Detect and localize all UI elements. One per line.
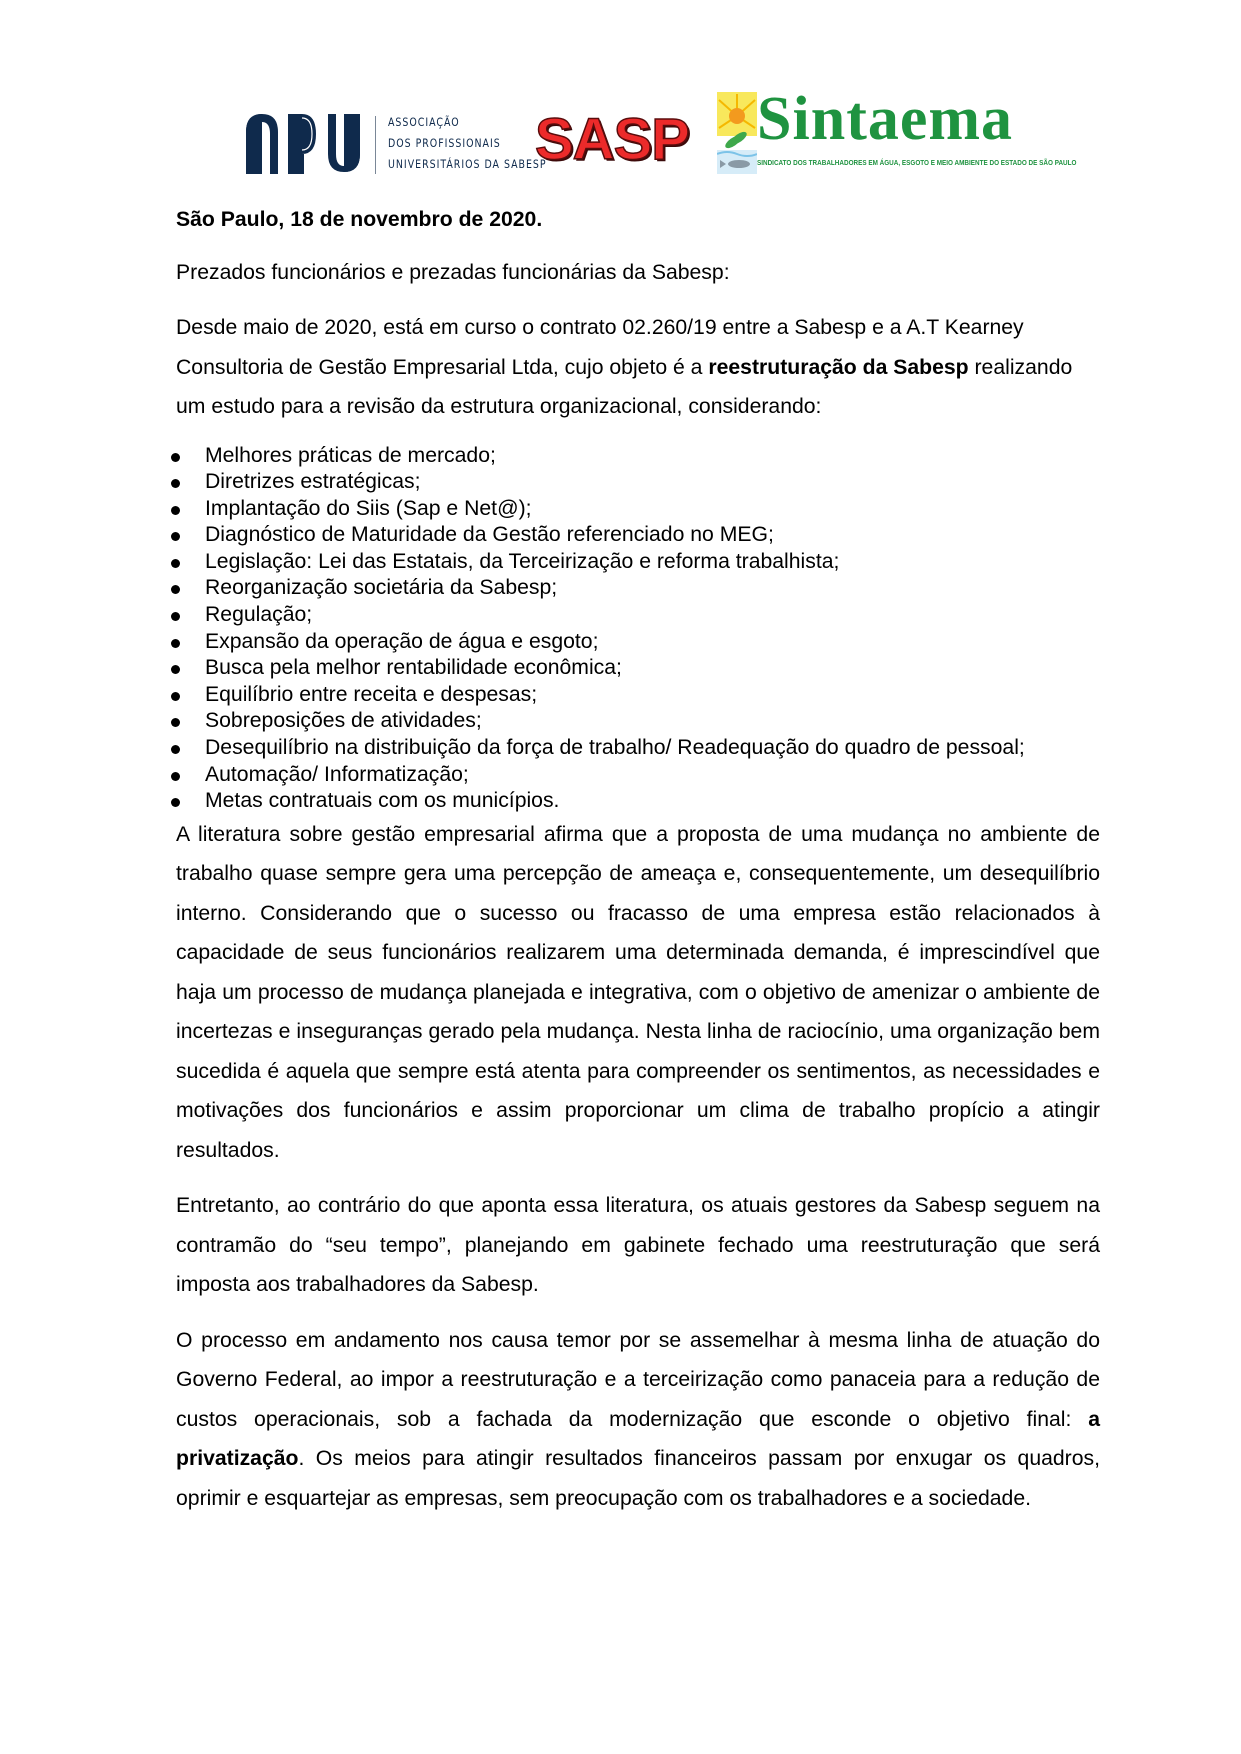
apu-line-2: DOS PROFISSIONAIS <box>388 136 501 150</box>
list-item <box>176 575 1100 602</box>
list-item-text: Desequilíbrio na distribuição da força de trabalho/ Readequação do quadro de pessoal; <box>205 736 1025 760</box>
list-item <box>176 788 1100 815</box>
bullet-icon <box>171 559 180 568</box>
considerations-list <box>176 443 1100 815</box>
literature-paragraph: A literatura sobre gestão empresarial afirma que a proposta de uma mudança no ambiente de trabalho quase sempre gera uma percepção de ameaça e, consequentemente, um desequilíbrio interno. Considerando que o sucesso ou fracasso de uma empresa estão relacionados à capacidade de seus funcionários realizarem uma determinada demanda, é imprescindível que haja um processo de mudança planejada e integrativa, com o objetivo de amenizar o ambiente de incertezas e inseguranças gerado pela mudança. Nesta linha de raciocínio, uma organização bem sucedida é aquela que sempre está atenta para compreender os sentimentos, as necessidades e motivações dos funcionários e assim proporcionar um clima de trabalho propício a atingir resultados. <box>176 822 1100 1162</box>
bullet-icon <box>171 453 180 462</box>
list-item-text: Reorganização societária da Sabesp; <box>205 576 558 600</box>
apu-monogram-icon <box>244 112 368 174</box>
bullet-icon <box>171 772 180 781</box>
list-item <box>176 549 1100 576</box>
bullet-icon <box>171 745 180 754</box>
letter-date: São Paulo, 18 de novembro de 2020. <box>176 208 543 231</box>
intro-bold-text: reestruturação da Sabesp <box>708 355 969 379</box>
list-item <box>176 629 1100 656</box>
bullet-icon <box>171 665 180 674</box>
bullet-icon <box>171 479 180 488</box>
list-item-text: Equilíbrio entre receita e despesas; <box>205 682 538 706</box>
bullet-icon <box>171 639 180 648</box>
header-logos <box>0 86 1241 186</box>
sasp-logo: SASP <box>535 107 689 172</box>
list-item-text: Automação/ Informatização; <box>205 762 469 786</box>
list-item-text: Implantação do Siis (Sap e Net@); <box>205 496 532 520</box>
intro-text-2: realizando um estudo para a revisão da estrutura organizacional, considerando: <box>176 355 1073 418</box>
list-item <box>176 602 1100 629</box>
bullet-icon <box>171 718 180 727</box>
list-item-text: Diagnóstico de Maturidade da Gestão referenciado no MEG; <box>205 523 774 547</box>
list-item <box>176 522 1100 549</box>
sun-leaf-fish-icon <box>717 92 757 174</box>
letter-body <box>176 205 1100 1518</box>
however-paragraph: Entretanto, ao contrário do que aponta essa literatura, os atuais gestores da Sabesp seguem na contramão do “seu tempo”, planejando em gabinete fechado uma reestruturação que será imposta aos trabalhadores da Sabesp. <box>176 1194 1100 1297</box>
bullet-icon <box>171 532 180 541</box>
apu-line-1: ASSOCIAÇÃO <box>388 115 460 129</box>
letter-greeting: Prezados funcionários e prezadas funcionárias da Sabesp: <box>176 261 730 284</box>
list-item-text: Regulação; <box>205 603 313 627</box>
list-item-text: Legislação: Lei das Estatais, da Terceirização e reforma trabalhista; <box>205 549 840 573</box>
list-item-text: Metas contratuais com os municípios. <box>205 789 560 813</box>
list-item <box>176 469 1100 496</box>
bullet-icon <box>171 506 180 515</box>
list-item <box>176 762 1100 789</box>
process-text-1: O processo em andamento nos causa temor por se assemelhar à mesma linha de atuação do Governo Federal, ao impor a reestruturação e a terceirização como panaceia para a redução de custos operacionais, sob a fachada da modernização que esconde o objetivo final: <box>176 1328 1100 1431</box>
sintaema-logo: Sintaema <box>757 85 1013 153</box>
bullet-icon <box>171 612 180 621</box>
list-item-text: Expansão da operação de água e esgoto; <box>205 629 599 653</box>
intro-paragraph <box>176 308 1100 427</box>
bullet-icon <box>171 692 180 701</box>
list-item <box>176 735 1100 762</box>
list-item <box>176 496 1100 523</box>
list-item <box>176 708 1100 735</box>
apu-logo <box>244 106 547 178</box>
list-item <box>176 443 1100 470</box>
list-item-text: Diretrizes estratégicas; <box>205 470 421 494</box>
list-item-text: Sobreposições de atividades; <box>205 709 482 733</box>
process-paragraph <box>176 1321 1100 1519</box>
sintaema-subtitle: SINDICATO DOS TRABALHADORES EM ÁGUA, ESGOTO E MEIO AMBIENTE DO ESTADO DE SÃO PAULO <box>757 158 1077 167</box>
list-item <box>176 655 1100 682</box>
list-item-text: Busca pela melhor rentabilidade econômica; <box>205 656 622 680</box>
list-item <box>176 682 1100 709</box>
apu-line-3: UNIVERSITÁRIOS DA SABESP <box>388 157 547 171</box>
bullet-icon <box>171 798 180 807</box>
intro-text-1: Desde maio de 2020, está em curso o contrato 02.260/19 entre a Sabesp e a A.T Kearney Consultoria de Gestão Empresarial Ltda, cujo objeto é a <box>176 316 1024 379</box>
process-text-2: . Os meios para atingir resultados financeiros passam por enxugar os quadros, oprimir e esquartejar as empresas, sem preocupação com os trabalhadores e a sociedade. <box>176 1447 1100 1510</box>
process-bold-text: a privatização <box>176 1407 1100 1471</box>
bullet-icon <box>171 585 180 594</box>
apu-divider <box>375 116 376 174</box>
list-item-text: Melhores práticas de mercado; <box>205 443 496 467</box>
